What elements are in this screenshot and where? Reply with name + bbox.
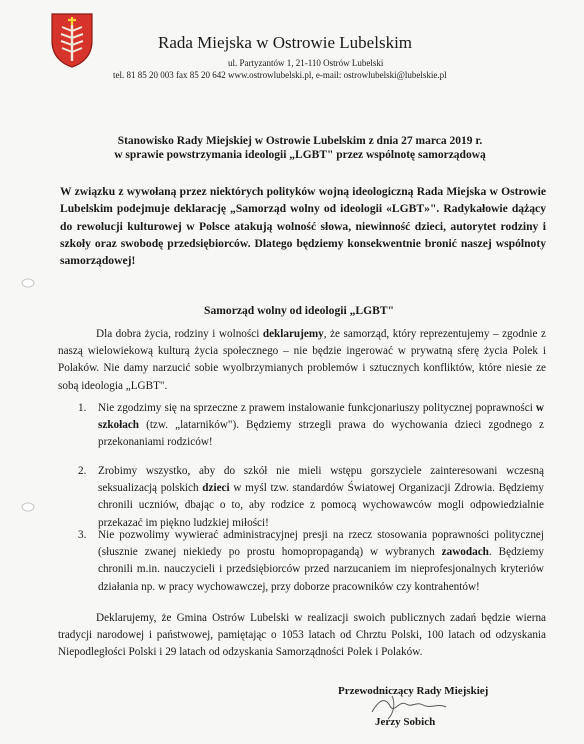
council-name: Rada Miejska w Ostrowie Lubelskim [158, 33, 413, 52]
list-item-bold: dzieci [202, 482, 230, 495]
list-item-bold: zawodach [441, 546, 489, 559]
paragraph-main-text-c: , że samorząd, który reprezentujemy – zgodnie z naszą wielowiekową kulturą życia społecznego – nie będzie ingerować w prywatną sferę życia Polek i Polaków. Nie damy narzucić sobie wyolbrzymianych problemów i sztucznych konfliktów, które niesie ze sobą ideologia „LGBT". [58, 328, 546, 392]
title-line-1: Stanowisko Rady Miejskiej w Ostrowie Lubelskim z dnia 27 marca 2019 r. [117, 135, 483, 147]
document-title [90, 134, 510, 162]
title-line-2: w sprawie powstrzymania ideologii „LGBT" przez wspólnotę samorządową [114, 149, 486, 161]
paragraph-main-text-a: Dla dobra życia, rodziny i wolności [96, 328, 263, 340]
signature-name: Jerzy Sobich [375, 716, 436, 728]
list-item-number: 2. [78, 465, 87, 477]
list-item-text [98, 463, 544, 532]
list-item-text [98, 527, 544, 596]
paragraph-main [58, 326, 546, 395]
declaration-paragraph: Deklarujemy, że Gmina Ostrów Lubelski w realizacji swoich publicznych zadań będzie wierna tradycji narodowej i państwowej, pamiętając o 1053 latach od Chrztu Polski, 100 latach od odzyskania Niepodległości Polski i 29 latach od odzyskania Samorządności Polek i Polaków. [58, 612, 546, 659]
list-item [78, 463, 544, 532]
council-contact: tel. 81 85 20 003 fax 85 20 642 www.ostrowlubelski.pl, e-mail: ostrowlubelski@lubelskie.pl [113, 70, 447, 80]
list-item-text-c: (tzw. „latarników"). Będziemy strzegli prawa do wychowania dzieci zgodnego z przekonaniami rodziców! [98, 419, 544, 449]
list-item [78, 527, 544, 596]
list-item-bold: w szkołach [98, 402, 544, 432]
punch-hole-icon [21, 502, 35, 512]
list-item-text-a: Zrobimy wszystko, aby do szkół nie mieli wstępu gorszyciele zainteresowani wczesną seksualizacją polskich [98, 465, 544, 495]
list-item-number: 3. [78, 529, 87, 541]
coat-of-arms-icon [49, 11, 95, 69]
list-item-number: 1. [78, 402, 87, 414]
list-item-text-a: Nie zgodzimy się na sprzeczne z prawem instalowanie funkcjonariuszy politycznej poprawności [98, 402, 536, 414]
paragraph-main-bold: deklarujemy [262, 328, 324, 340]
intro-paragraph: W związku z wywołaną przez niektórych polityków wojną ideologiczną Rada Miejska w Ostrowie Lubelskim podejmuje deklarację „Samorząd wolny od ideologii «LGBT»". Radykałowie dążący do rewolucji kulturowej w Polsce atakują wolność słowa, niewinność dzieci, autorytet rodziny i szkoły oraz swobodę przedsiębiorców. Dlatego będziemy konsekwentnie bronić naszej wspólnoty samorządowej! [60, 185, 546, 268]
punch-hole-icon [21, 278, 35, 288]
list-item-text-c: . Będziemy chronili m.in. nauczycieli i przedsiębiorców przed narzucaniem im nieprofesjonalnych kryteriów działania np. w pracy wychowawczej, przy doborze pracowników czy kontrahentów! [98, 546, 544, 593]
list-item-text-c: w myśl tzw. standardów Światowej Organizacji Zdrowia. Będziemy chronili uczniów, dbając o to, aby rodzice z pomocą wychowawców mogli odpowiedzialnie przekazać im piękno ludzkiej miłości! [98, 482, 544, 529]
signature-role: Przewodniczący Rady Miejskiej [338, 685, 489, 697]
declaration-subtitle: Samorząd wolny od ideologii „LGBT" [204, 304, 395, 317]
list-item-text-a: Nie pozwolimy wywierać administracyjnej presji na rzecz stosowania poprawności politycznej (słusznie zwanej niekiedy po prostu homopropagandą) w wybranych [98, 529, 544, 559]
list-item-text [98, 400, 544, 452]
council-address: ul. Partyzantów 1, 21-110 Ostrów Lubelski [228, 58, 384, 68]
list-item [78, 400, 544, 452]
